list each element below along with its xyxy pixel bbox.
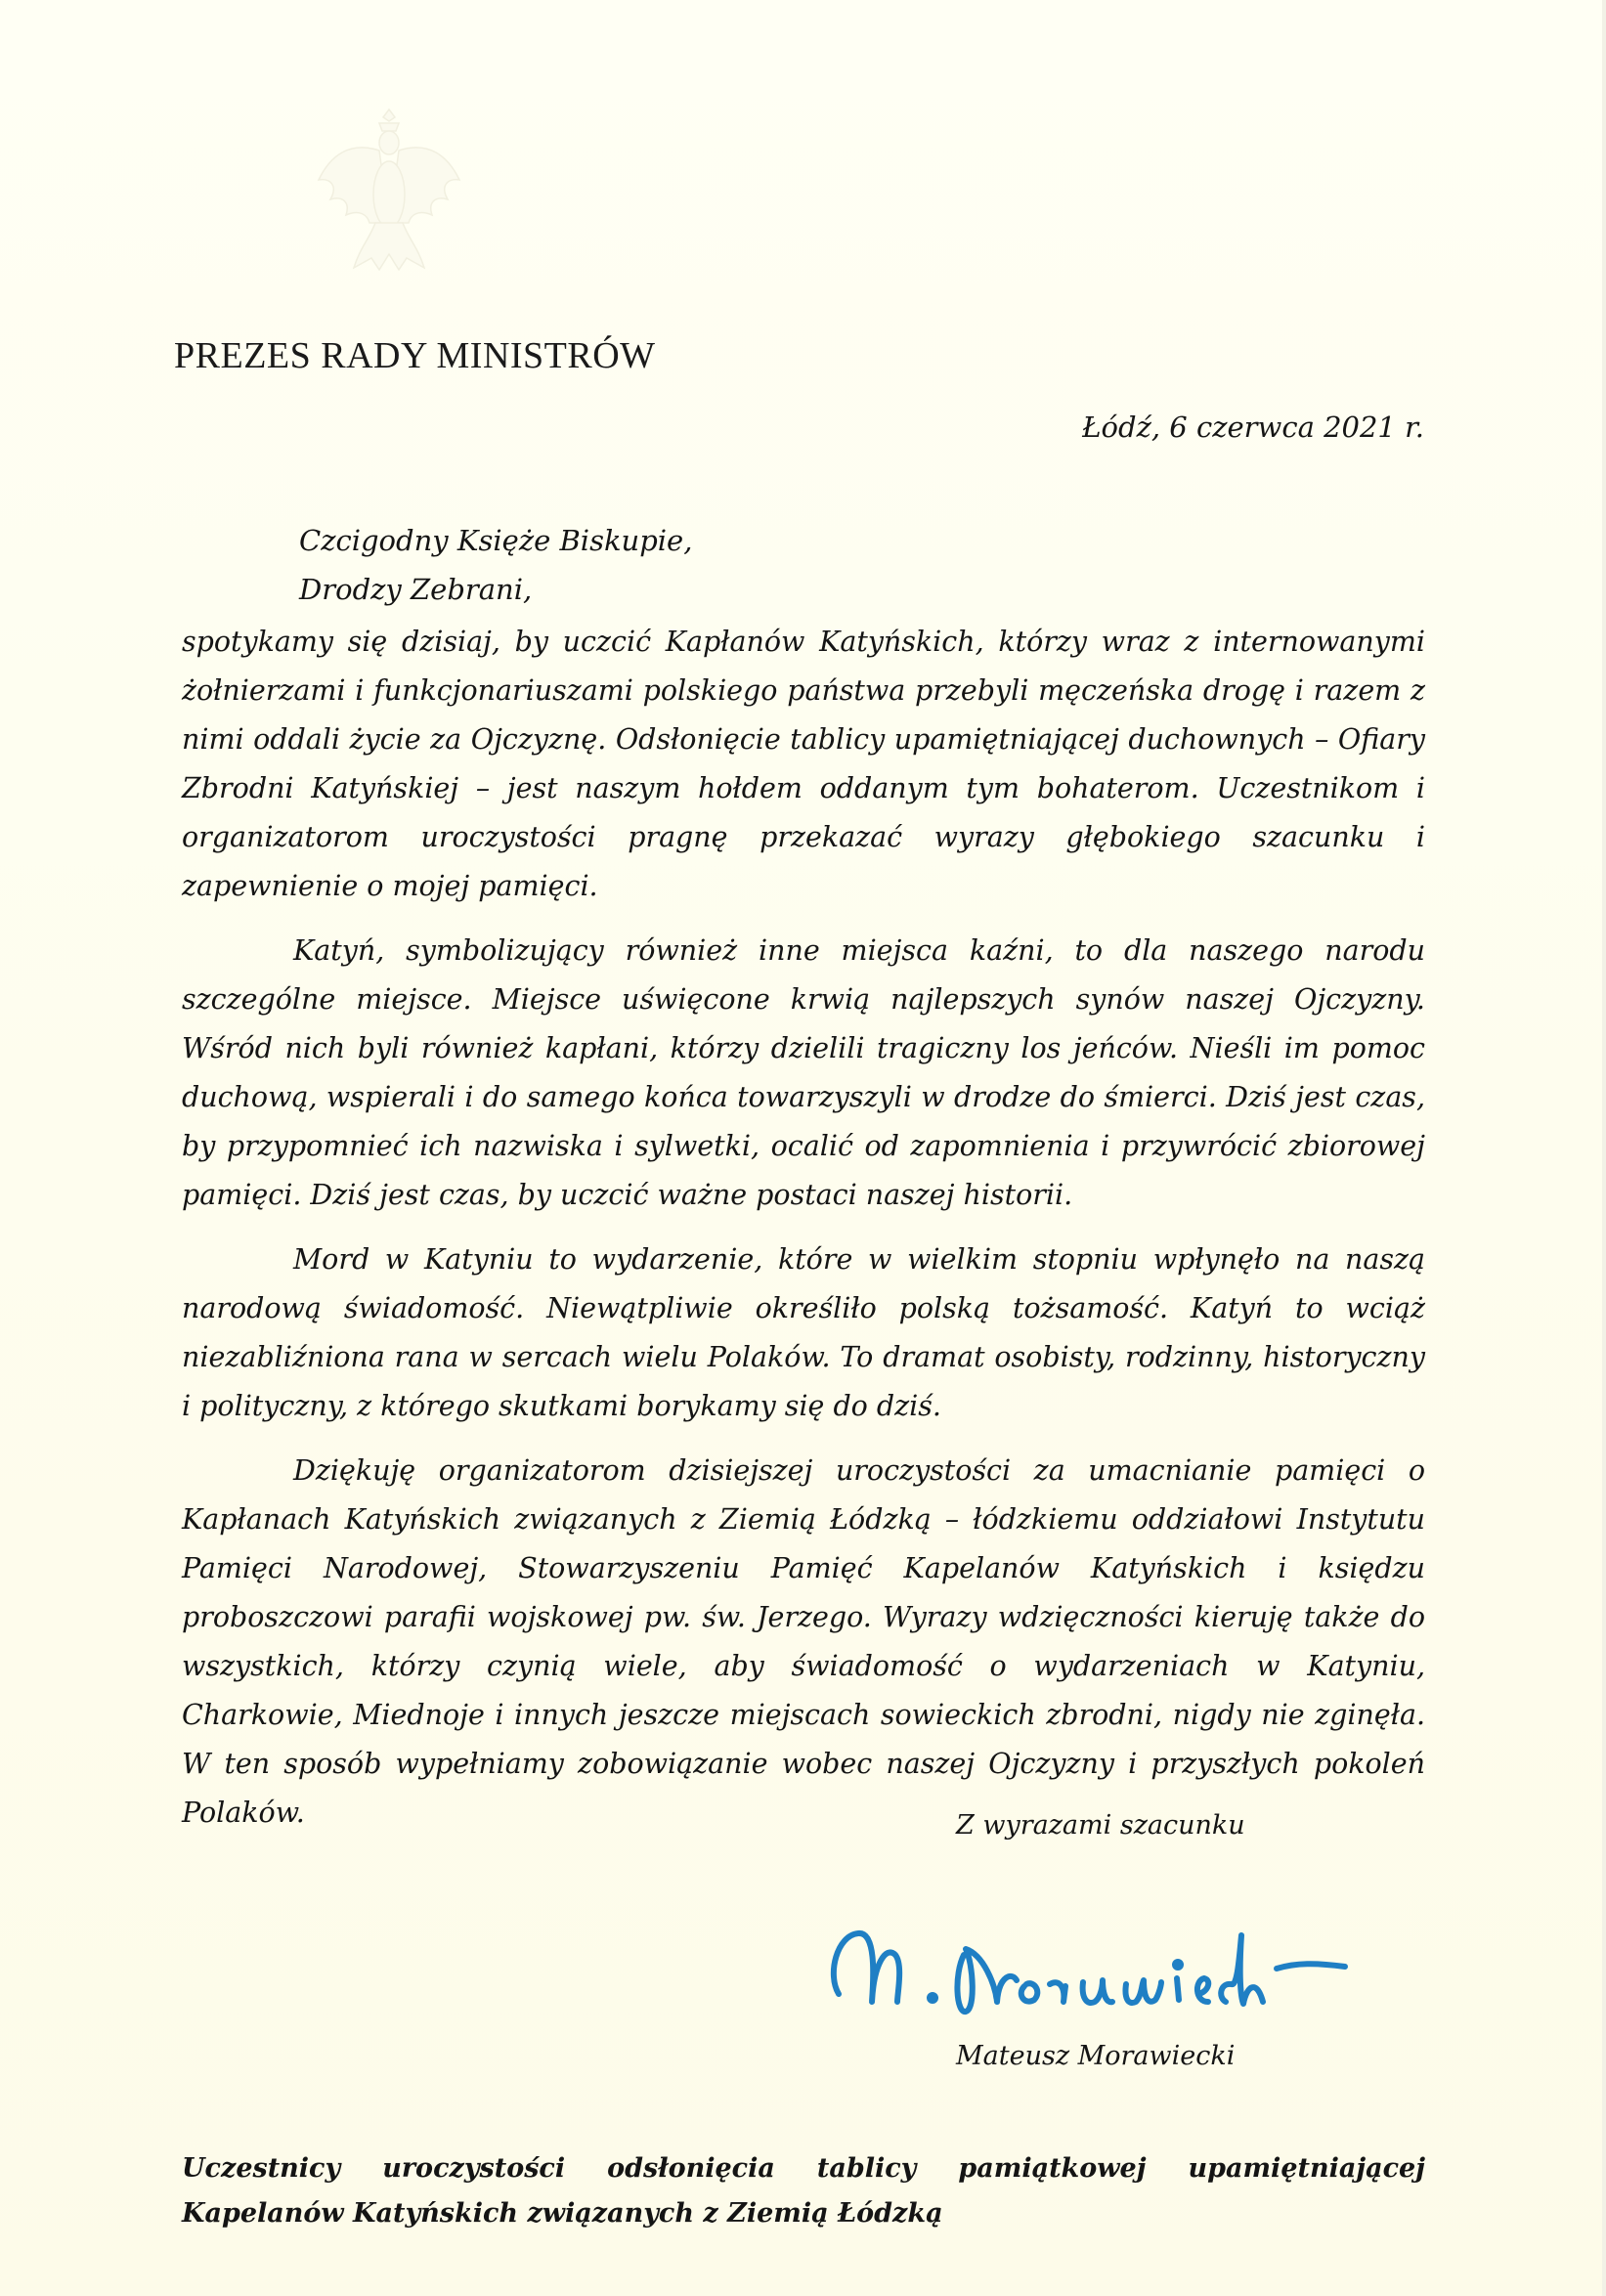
paragraph: spotykamy się dzisiaj, by uczcić Kapłanów Katyńskich, którzy wraz z internowanymi żołnierzami i funkcjonariuszami polskiego państwa przebyli męczeńska drogę i razem z nimi oddali życie za Ojczyznę. Odsłonięcie tablicy upamiętniającej duchownych – Ofiary Zbrodni Katyńskiej – jest naszym hołdem oddanym tym bohaterom. Uczestnikom i organizatorom uroczystości pragnę przekazać wyrazy głębokiego szacunku i zapewnienie o mojej pamięci. (182, 626, 1425, 902)
paragraph: Katyń, symbolizujący również inne miejsca kaźni, to dla naszego narodu szczególne miejsce. Miejsce uświęcone krwią najlepszych synów naszej Ojczyzny. Wśród nich byli również kapłani, którzy dzielili tragiczny los jeńców. Nieśli im pomoc duchową, wspierali i do samego końca towarzyszyli w drodze do śmierci. Dziś jest czas, by przypomnieć ich nazwiska i sylwetki, ocalić od zapomnienia i przywrócić zbiorowej pamięci. Dziś jest czas, by uczcić ważne postaci naszej historii. (182, 934, 1425, 1211)
place-date: Łódź, 6 czerwca 2021 r. (1082, 411, 1424, 444)
handwritten-signature (817, 1916, 1521, 2023)
paragraph: Dziękuję organizatorom dzisiejszej uroczystości za umacnianie pamięci o Kapłanach Katyńskich związanych z Ziemią Łódzką – łódzkiemu oddziałowi Instytutu Pamięci Narodowej, Stowarzyszeniu Pamięć Kapelanów Katyńskich i księdzu proboszczowi parafii wojskowej pw. św. Jerzego. Wyrazy wdzięczności kieruję także do wszystkich, którzy czynią wiele, aby świadomość o wydarzeniach w Katyniu, Charkowie, Miednoje i innych jeszcze miejscach sowieckich zbrodni, nigdy nie zginęła. W ten sposób wypełniamy zobowiązanie wobec naszej Ojczyzny i przyszłych pokoleń Polaków. (182, 1454, 1425, 1829)
paper-edge (1602, 0, 1606, 2296)
letter-body (182, 618, 1425, 1853)
salutation-line: Czcigodny Księże Biskupie, (299, 524, 693, 557)
salutation-line: Drodzy Zebrani, (299, 573, 533, 606)
office-title: PREZES RADY MINISTRÓW (174, 335, 656, 376)
polish-eagle-embossed-icon (311, 102, 467, 278)
salutation (299, 516, 692, 614)
recipient-line: Uczestnicy uroczystości odsłonięcia tablicy pamiątkowej upamiętniającej Kapelanów Katyńskich związanych z Ziemią Łódzką (182, 2153, 1425, 2229)
signer-name: Mateusz Morawiecki (956, 2041, 1236, 2071)
paragraph: Mord w Katyniu to wydarzenie, które w wielkim stopniu wpłynęło na naszą narodową świadomość. Niewątpliwie określiło polską tożsamość. Katyń to wciąż niezabliźniona rana w sercach wielu Polaków. To dramat osobisty, rodzinny, historyczny i polityczny, z którego skutkami borykamy się do dziś. (182, 1243, 1425, 1422)
closing-phrase: Z wyrazami szacunku (956, 1810, 1245, 1841)
